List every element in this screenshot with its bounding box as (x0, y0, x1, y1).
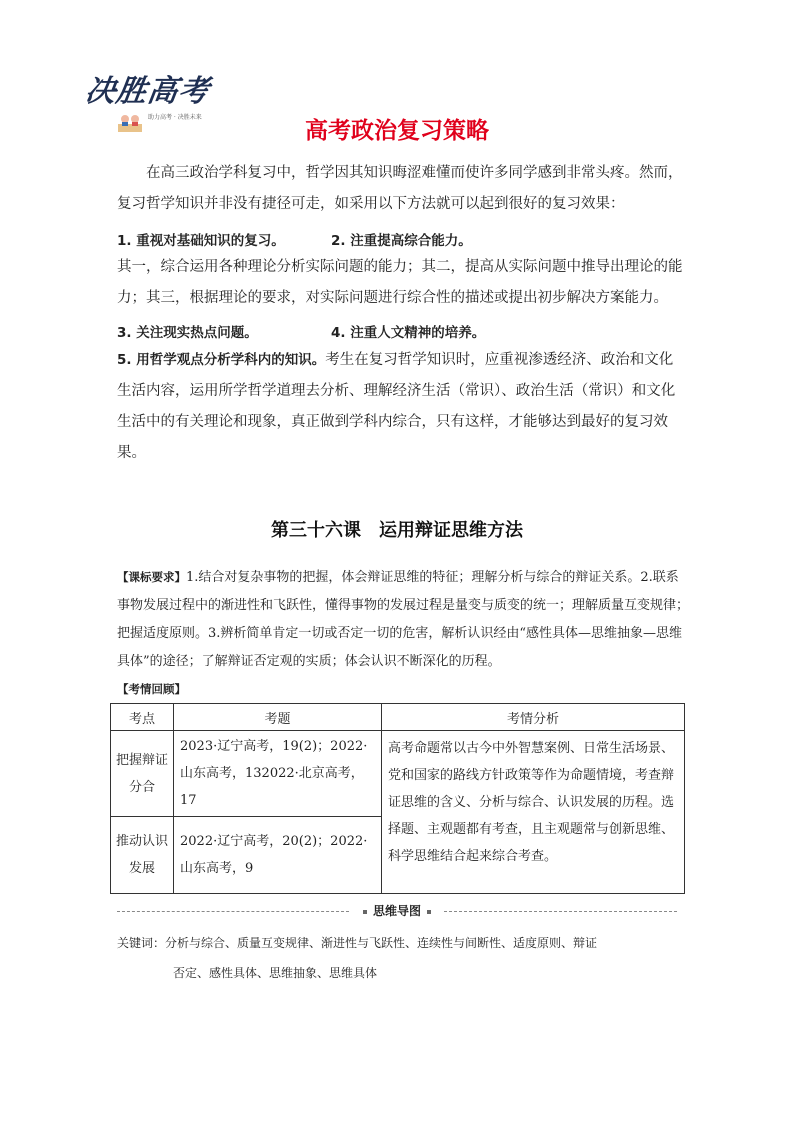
method-2: 2. 注重提高综合能力。 (331, 233, 472, 249)
mindmap-label: 思维导图 (372, 904, 421, 918)
method-5-text: 考生在复习哲学知识时，应重视渗透经济、政治和文化生活内容，运用所学哲学道理去分析、理解经济生活（常识）、政治生活（常识）和文化生活中的有关理论和现象，真正做到学科内综合，只有这样，才能够达到最好的复习效果。 (117, 352, 676, 461)
intro-paragraph: 在高三政治学科复习中，哲学因其知识晦涩难懂而使许多同学感到非常头疼。然而，复习哲学知识并非没有捷径可走，如采用以下方法就可以起到很好的复习效果： (117, 165, 683, 212)
method-row-2 (117, 321, 486, 341)
exam-table (110, 703, 685, 894)
bullet-icon (427, 910, 431, 914)
items-cell: 2022·辽宁高考，20(2)；2022·山东高考，9 (174, 817, 382, 894)
page-title: 高考政治复习策略 (305, 118, 489, 144)
bullet-icon (363, 910, 367, 914)
header-analysis: 考情分析 (382, 704, 685, 731)
method-5: 5. 用哲学观点分析学科内的知识。 (117, 352, 326, 368)
requirements-label: 【课标要求】 (117, 570, 186, 584)
method-1: 1. 重视对基础知识的复习。 (117, 233, 285, 249)
logo-subtitle: 助力高考 · 决胜未来 (148, 114, 202, 121)
method-row-1 (117, 229, 472, 249)
analysis-cell: 高考命题常以古今中外智慧案例、日常生活场景、党和国家的路线方针政策等作为命题情境，考查辩证思维的含义、分析与综合、认识发展的历程。选择题、主观题都有考查，且主观题常与创新思维、科学思维结合起来综合考查。 (382, 731, 685, 894)
keywords-block (117, 928, 689, 988)
point-cell: 把握辩证分合 (111, 731, 174, 817)
keywords-line-1: 分析与综合、质量互变规律、渐进性与飞跃性、连续性与间断性、适度原则、辩证 (165, 936, 598, 950)
requirements-text: 1.结合对复杂事物的把握，体会辩证思维的特征；理解分析与综合的辩证关系。2.联系事物发展过程中的渐进性和飞跃性，懂得事物的发展过程是量变与质变的统一；理解质量互变规律；把握适度原则。3.辨析简单肯定一切或否定一切的危害，解析认识经由“感性具体—思维抽象—思维具体”的途径；了解辩证否定观的实质；体会认识不断深化的历程。 (117, 570, 690, 669)
header-items: 考题 (174, 704, 382, 731)
logo-text: 决胜高考 (83, 74, 212, 109)
point-cell: 推动认识发展 (111, 817, 174, 894)
table-row (111, 731, 685, 817)
curriculum-requirements (117, 563, 689, 676)
keywords-line-2: 否定、感性具体、思维抽象、思维具体 (173, 966, 378, 980)
method-5-paragraph (117, 345, 687, 469)
exam-review-heading: 【考情回顾】 (117, 682, 186, 696)
items-cell: 2023·辽宁高考，19(2)；2022·山东高考，132022·北京高考，17 (174, 731, 382, 817)
divider-right (444, 911, 677, 913)
method-3: 3. 关注现实热点问题。 (117, 325, 258, 341)
ability-paragraph: 其一，综合运用各种理论分析实际问题的能力；其二，提高从实际问题中推导出理论的能力；其三，根据理论的要求，对实际问题进行综合性的描述或提出初步解决方案能力。 (117, 259, 683, 306)
header-point: 考点 (111, 704, 174, 731)
lesson-title: 第三十六课 运用辩证思维方法 (271, 520, 523, 541)
keywords-label: 关键词： (117, 936, 166, 950)
method-4: 4. 注重人文精神的培养。 (331, 325, 486, 341)
table-header-row (111, 704, 685, 731)
